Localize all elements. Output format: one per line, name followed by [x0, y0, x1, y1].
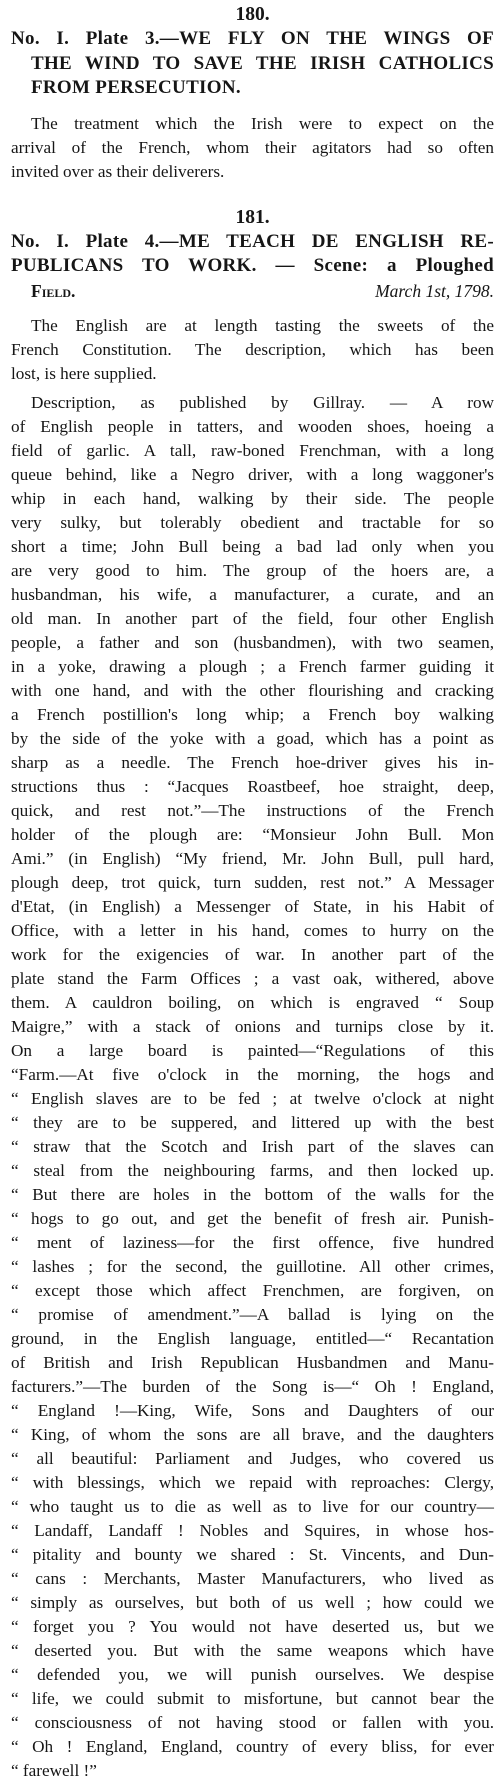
text-line: very sulky, but tolerably obedient and tractable for so: [11, 512, 494, 532]
text-line: “ ment of laziness—for the first offence, five hundred: [11, 1232, 494, 1252]
text-line: work for the exigencies of war. In another part of the: [11, 944, 494, 964]
text-line: Description, as published by Gillray. — A row: [31, 392, 494, 412]
text-line: The English are at length tasting the sweets of the: [31, 315, 494, 335]
text-line: quick, and rest not.”—The instructions of the French: [11, 800, 494, 820]
text-line: plough deep, trot quick, turn sudden, rest not.” A Messager: [11, 872, 494, 892]
text-line: “ with blessings, which we repaid with reproaches: Clergy,: [11, 1472, 494, 1492]
entry-description: [11, 112, 494, 184]
text-line: whip in each hand, walking by their side. The people: [11, 488, 494, 508]
text-line: “ life, we could submit to misfortune, but cannot bear the: [11, 1688, 494, 1708]
text-line: in a yoke, drawing a plough ; a French farmer guiding it: [11, 656, 494, 676]
text-line: “ King, of whom the sons are all brave, and the daughters: [11, 1424, 494, 1444]
title-line: FROM PERSECUTION.: [31, 77, 241, 98]
text-line: Office, with a letter in his hand, comes to hurry on the: [11, 920, 494, 940]
text-line: “ lashes ; for the second, the guillotine. All other crimes,: [11, 1256, 494, 1276]
text-line: “ deserted you. But with the same weapons which have: [11, 1640, 494, 1660]
entry-title: [11, 230, 494, 279]
text-line: “ England !—King, Wife, Sons and Daughters of our: [11, 1400, 494, 1420]
text-line: “ all beautiful: Parliament and Judges, who covered us: [11, 1448, 494, 1468]
text-line: structions thus : “Jacques Roastbeef, hoe straight, deep,: [11, 776, 494, 796]
text-line: “ hogs to go out, and get the benefit of fresh air. Punish-: [11, 1208, 494, 1228]
entry-title: [11, 27, 494, 101]
scene-date-row: [11, 279, 494, 303]
scene-word: Field.: [31, 280, 76, 301]
text-line: Ami.” (in English) “My friend, Mr. John Bull, pull hard,: [11, 848, 494, 868]
text-line: d'Etat, (in English) a Messenger of State, in his Habit of: [11, 896, 494, 916]
text-line: ground, in the English language, entitled—“ Recantation: [11, 1328, 494, 1348]
gillray-description: [11, 391, 494, 1783]
text-line: “ English slaves are to be fed ; at twelve o'clock at night: [11, 1088, 494, 1108]
text-line: queue behind, like a Negro driver, with a long waggoner's: [11, 464, 494, 484]
entry-180: [11, 3, 494, 184]
title-line: PUBLICANS TO WORK. — Scene: a Ploughed: [11, 255, 494, 276]
text-line: sharp as a needle. The French hoe-driver gives his in-: [11, 752, 494, 772]
text-line: “ simply as ourselves, but both of us well ; how could we: [11, 1592, 494, 1612]
text-line: short a time; John Bull being a bad lad only when you: [11, 536, 494, 556]
text-line: Maigre,” with a stack of onions and turnips close by it.: [11, 1016, 494, 1036]
text-line: “Farm.—At five o'clock in the morning, the hogs and: [11, 1064, 494, 1084]
title-line: THE WIND TO SAVE THE IRISH CATHOLICS: [31, 52, 494, 74]
text-line: “ cans : Merchants, Master Manufacturers, who lived as: [11, 1568, 494, 1588]
text-line: facturers.”—The burden of the Song is—“ Oh ! England,: [11, 1376, 494, 1396]
text-line: of British and Irish Republican Husbandmen and Manu-: [11, 1352, 494, 1372]
text-line: arrival of the French, whom their agitators had so often: [11, 137, 494, 157]
text-line: “ steal from the neighbouring farms, and then locked up.: [11, 1160, 494, 1180]
text-line: “ except those which affect Frenchmen, are forgiven, on: [11, 1280, 494, 1300]
title-line: No. I. Plate 4.—ME TEACH DE ENGLISH RE-: [11, 230, 494, 252]
text-line: “ straw that the Scotch and Irish part of the slaves can: [11, 1136, 494, 1156]
entry-intro: [11, 314, 494, 386]
entry-number: 181.: [235, 206, 270, 228]
text-line: “ defended you, we will punish ourselves. We despise: [11, 1664, 494, 1684]
text-line: husbandman, his wife, a manufacturer, a curate, and an: [11, 584, 494, 604]
text-line: “ promise of amendment.”—A ballad is lying on the: [11, 1304, 494, 1324]
text-line: old man. In another part of the field, four other English: [11, 608, 494, 628]
text-line: “ who taught us to die as well as to live for our country—: [11, 1496, 494, 1516]
text-line: “ consciousness of not having stood or fallen with you.: [11, 1712, 494, 1732]
entry-number: 180.: [235, 4, 270, 25]
text-line: “ Oh ! England, England, country of every bliss, for ever: [11, 1736, 494, 1756]
text-line: people, a father and son (husbandmen), with two seamen,: [11, 632, 494, 652]
text-line: French Constitution. The description, which has been: [11, 339, 494, 359]
text-line: by the side of the yoke with a goad, which has a point as: [11, 728, 494, 748]
title-line: No. I. Plate 3.—WE FLY ON THE WINGS OF: [11, 28, 494, 49]
text-line: “ forget you ? You would not have deserted us, but we: [11, 1616, 494, 1636]
text-line: of English people in tatters, and wooden shoes, hoeing a: [11, 416, 494, 436]
text-line: “ they are to be suppered, and littered up with the best: [11, 1112, 494, 1132]
text-line: “ But there are holes in the bottom of the walls for the: [11, 1184, 494, 1204]
text-line: On a large board is painted—“Regulations of this: [11, 1040, 494, 1060]
text-line: them. A cauldron boiling, on which is engraved “ Soup: [11, 992, 494, 1012]
text-line: are very good to him. The group of the hoers are, a: [11, 560, 494, 580]
text-line: invited over as their deliverers.: [11, 161, 225, 181]
text-line: The treatment which the Irish were to expect on the: [31, 113, 494, 133]
text-line: plate stand the Farm Offices ; a vast oak, withered, above: [11, 968, 494, 988]
text-line: a French postillion's long whip; a French boy walking: [11, 704, 494, 724]
text-line: “ farewell !”: [11, 1760, 97, 1780]
text-line: “ Landaff, Landaff ! Nobles and Squires, in whose hos-: [11, 1520, 494, 1540]
text-line: field of garlic. A tall, raw-boned Frenchman, with a long: [11, 440, 494, 460]
plate-date: March 1st, 1798.: [375, 280, 494, 301]
entry-181: [11, 206, 494, 1783]
text-line: lost, is here supplied.: [11, 363, 157, 383]
text-line: “ pitality and bounty we shared : St. Vincents, and Dun-: [11, 1544, 494, 1564]
text-line: holder of the plough are: “Monsieur John Bull. Mon: [11, 824, 494, 844]
text-line: with one hand, and with the other flourishing and cracking: [11, 680, 494, 700]
